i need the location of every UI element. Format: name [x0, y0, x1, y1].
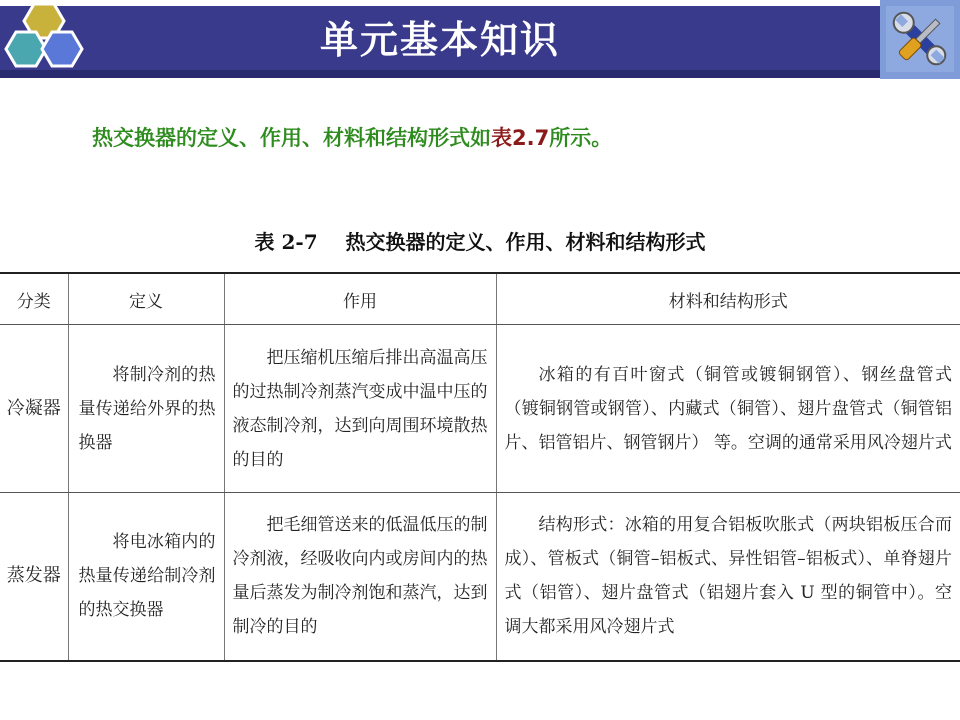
wrench-screwdriver-icon: [886, 6, 954, 72]
header-function: 作用: [224, 273, 496, 325]
row-material: 结构形式：冰箱的用复合铝板吹胀式（两块铝板压合而成）、管板式（铜管–铝板式、异性铝管–铝板式）、单脊翅片式（铝管）、翅片盘管式（铝翅片套入 U 型的铜管中）。空调大都采用风冷翅片式: [496, 493, 960, 661]
tool-box: [880, 0, 960, 79]
row-definition: 将制冷剂的热量传递给外界的热换器: [68, 325, 224, 493]
row-function: 把压缩机压缩后排出高温高压的过热制冷剂蒸汽变成中温中压的液态制冷剂，达到向周围环境散热的目的: [224, 325, 496, 493]
table-row: [0, 493, 960, 661]
row-definition: 将电冰箱内的热量传递给制冷剂的热交换器: [68, 493, 224, 661]
table-row: [0, 325, 960, 493]
slide-title: 单元基本知识: [320, 18, 561, 62]
header-category: 分类: [0, 273, 68, 325]
intro-text-end: 所示。: [549, 126, 613, 150]
row-category: 冷凝器: [0, 325, 68, 493]
row-function: 把毛细管送来的低温低压的制冷剂液，经吸收向内或房间内的热量后蒸发为制冷剂饱和蒸汽，达到制冷的目的: [224, 493, 496, 661]
table-reference: 表2.7: [491, 126, 550, 150]
header-material: 材料和结构形式: [496, 273, 960, 325]
header-definition: 定义: [68, 273, 224, 325]
heat-exchanger-table: [0, 272, 960, 662]
row-category: 蒸发器: [0, 493, 68, 661]
intro-text: 热交换器的定义、作用、材料和结构形式如: [92, 126, 491, 150]
row-material: 冰箱的有百叶窗式（铜管或镀铜钢管）、钢丝盘管式（镀铜钢管或钢管）、内藏式（铜管）、翅片盘管式（铜管铝片、铝管铝片、钢管钢片） 等。空调的通常采用风冷翅片式: [496, 325, 960, 493]
table-header-row: [0, 273, 960, 325]
slide-header: [0, 0, 960, 79]
hexagon-logo-icon: [4, 2, 88, 78]
table-caption: 表 2-7 热交换器的定义、作用、材料和结构形式: [254, 230, 706, 254]
intro-sentence: [92, 122, 932, 152]
